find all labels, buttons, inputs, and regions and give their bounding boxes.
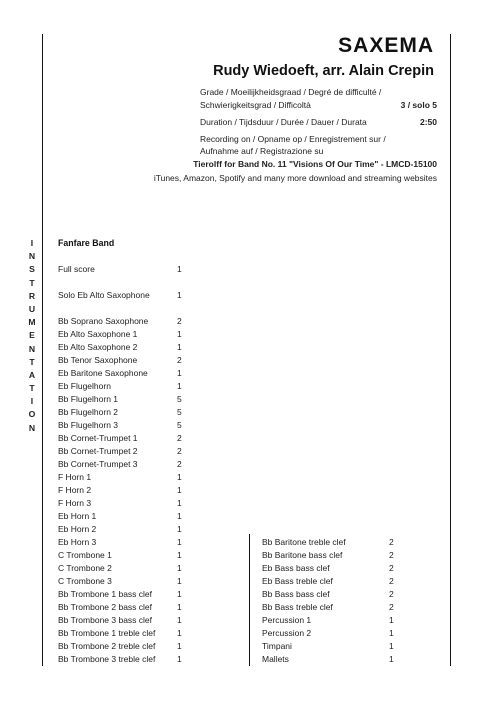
grade-value: 3 / solo 5: [400, 100, 437, 110]
part-name: Bb Bass treble clef: [262, 602, 333, 612]
part-quantity: 1: [177, 563, 182, 573]
part-quantity: 5: [177, 394, 182, 404]
section-title: Fanfare Band: [58, 238, 115, 248]
part-quantity: 1: [177, 628, 182, 638]
part-name: Bb Baritone treble clef: [262, 537, 346, 547]
part-quantity: 5: [177, 420, 182, 430]
side-label-letter: T: [29, 383, 35, 394]
part-quantity: 1: [177, 537, 182, 547]
part-quantity: 2: [177, 316, 182, 326]
part-name: Eb Baritone Saxophone: [58, 368, 148, 378]
duration-label: Duration / Tijdsduur / Durée / Dauer / Durata: [200, 117, 367, 127]
part-name: Eb Alto Saxophone 1: [58, 329, 138, 339]
part-name: Bb Flugelhorn 1: [58, 394, 119, 404]
part-quantity: 1: [177, 381, 182, 391]
part-name: Eb Horn 3: [58, 537, 97, 547]
part-quantity: 2: [389, 550, 394, 560]
part-quantity: 1: [389, 628, 394, 638]
part-quantity: 1: [177, 602, 182, 612]
part-quantity: 1: [389, 641, 394, 651]
part-quantity: 1: [177, 472, 182, 482]
part-name: Eb Bass treble clef: [262, 576, 333, 586]
right-border-line: [450, 34, 451, 666]
part-name: Mallets: [262, 654, 289, 664]
part-quantity: 1: [177, 576, 182, 586]
part-name: Bb Trombone 2 treble clef: [58, 641, 156, 651]
part-quantity: 1: [177, 654, 182, 664]
part-name: Bb Cornet-Trumpet 3: [58, 459, 138, 469]
part-quantity: 1: [177, 264, 182, 274]
side-label-letter: I: [30, 396, 34, 407]
side-label-letter: T: [29, 277, 35, 288]
part-name: Bb Flugelhorn 2: [58, 407, 119, 417]
part-name: Bb Baritone bass clef: [262, 550, 343, 560]
side-label-letter: N: [28, 422, 36, 433]
part-name: Bb Flugelhorn 3: [58, 420, 119, 430]
part-name: C Trombone 3: [58, 576, 112, 586]
part-quantity: 1: [177, 290, 182, 300]
grade-label-line2: Schwierigkeitsgrad / Difficoltà: [200, 100, 311, 110]
side-label-letter: N: [28, 343, 36, 354]
side-label-letter: O: [28, 409, 36, 420]
duration-value: 2:50: [419, 117, 437, 127]
part-name: Solo Eb Alto Saxophone: [58, 290, 150, 300]
left-border-line: [42, 34, 43, 666]
recording-platforms: iTunes, Amazon, Spotify and many more download and streaming websites: [153, 173, 437, 183]
part-name: C Trombone 1: [58, 550, 112, 560]
part-name: Full score: [58, 264, 95, 274]
part-name: Bb Cornet-Trumpet 2: [58, 446, 138, 456]
part-quantity: 1: [177, 641, 182, 651]
part-quantity: 1: [177, 485, 182, 495]
part-quantity: 2: [389, 563, 394, 573]
composer-arranger: Rudy Wiedoeft, arr. Alain Crepin: [213, 63, 434, 79]
recording-album: Tierolff for Band No. 11 "Visions Of Our Time" - LMCD-15100: [193, 159, 437, 169]
part-name: Timpani: [262, 641, 292, 651]
part-quantity: 2: [389, 537, 394, 547]
part-name: Eb Alto Saxophone 2: [58, 342, 138, 352]
side-label-letter: T: [29, 356, 35, 367]
part-name: Bb Trombone 3 bass clef: [58, 615, 153, 625]
part-name: Eb Horn 2: [58, 524, 97, 534]
part-quantity: 2: [389, 589, 394, 599]
part-name: Bb Trombone 1 treble clef: [58, 628, 156, 638]
part-name: Bb Trombone 1 bass clef: [58, 589, 153, 599]
part-name: Percussion 2: [262, 628, 312, 638]
part-quantity: 1: [177, 511, 182, 521]
part-name: Bb Cornet-Trumpet 1: [58, 433, 138, 443]
recording-label-line2: Aufnahme auf / Registrazione su: [200, 146, 324, 156]
side-label-letter: R: [28, 290, 36, 301]
part-name: C Trombone 2: [58, 563, 112, 573]
part-name: F Horn 2: [58, 485, 92, 495]
part-quantity: 1: [177, 615, 182, 625]
part-quantity: 2: [177, 459, 182, 469]
recording-label-line1: Recording on / Opname op / Enregistrement sur /: [200, 134, 386, 144]
grade-label-line1: Grade / Moeilijkheidsgraad / Degré de difficulté /: [200, 87, 382, 97]
part-name: Bb Trombone 2 bass clef: [58, 602, 153, 612]
part-quantity: 1: [177, 524, 182, 534]
part-quantity: 1: [389, 654, 394, 664]
part-quantity: 2: [389, 576, 394, 586]
part-quantity: 1: [177, 368, 182, 378]
part-name: F Horn 3: [58, 498, 92, 508]
part-quantity: 5: [177, 407, 182, 417]
side-label-letter: E: [29, 330, 35, 341]
part-quantity: 1: [177, 589, 182, 599]
side-label-letter: U: [28, 303, 36, 314]
column-divider-line: [249, 534, 250, 666]
side-label-letter: S: [29, 264, 35, 275]
piece-title: SAXEMA: [338, 34, 434, 57]
part-quantity: 2: [389, 602, 394, 612]
part-quantity: 1: [177, 550, 182, 560]
part-name: Bb Tenor Saxophone: [58, 355, 138, 365]
part-name: Eb Flugelhorn: [58, 381, 111, 391]
part-quantity: 1: [177, 329, 182, 339]
part-name: Eb Bass bass clef: [262, 563, 330, 573]
part-name: Bb Trombone 3 treble clef: [58, 654, 156, 664]
side-label-letter: M: [28, 317, 36, 328]
side-label-letter: N: [28, 251, 36, 262]
instrumentation-vertical-label: [26, 237, 38, 435]
part-quantity: 2: [177, 433, 182, 443]
part-name: F Horn 1: [58, 472, 92, 482]
side-label-letter: A: [28, 369, 36, 380]
part-quantity: 1: [177, 342, 182, 352]
part-quantity: 1: [177, 498, 182, 508]
part-name: Eb Horn 1: [58, 511, 97, 521]
part-quantity: 2: [177, 355, 182, 365]
part-name: Bb Bass bass clef: [262, 589, 330, 599]
part-name: Bb Soprano Saxophone: [58, 316, 149, 326]
part-name: Percussion 1: [262, 615, 312, 625]
side-label-letter: I: [30, 238, 34, 248]
part-quantity: 1: [389, 615, 394, 625]
part-quantity: 2: [177, 446, 182, 456]
